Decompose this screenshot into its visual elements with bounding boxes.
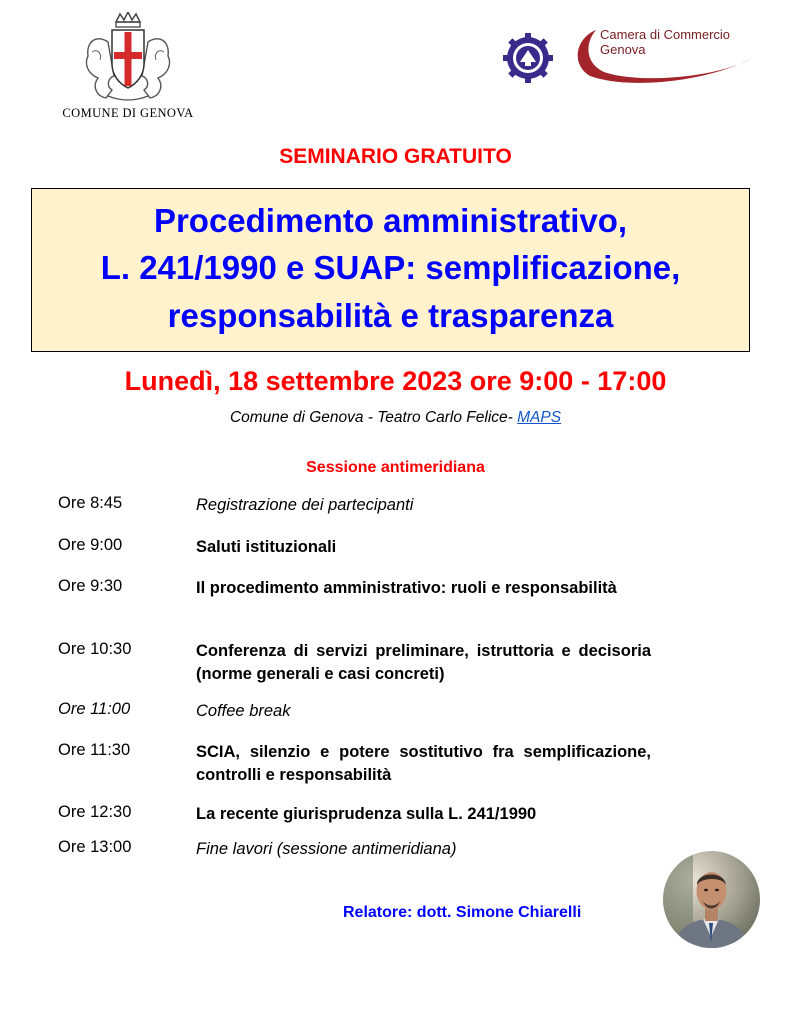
- agenda-desc: Registrazione dei partecipanti: [196, 496, 414, 514]
- comune-di-genova-logo: [50, 12, 206, 124]
- agenda-time: Ore 10:30: [58, 640, 132, 658]
- genova-crest-icon: [78, 12, 178, 104]
- agenda-desc: Conferenza di servizi preliminare, istruttoria e decisoria (norme generali e casi concreti): [196, 642, 651, 683]
- camera-di-commercio-logo: [568, 24, 758, 94]
- agenda-desc: SCIA, silenzio e potere sostitutivo fra semplificazione, controlli e responsabilità: [196, 743, 651, 784]
- event-date: Lunedì, 18 settembre 2023 ore 9:00 - 17:00: [124, 366, 667, 396]
- agenda-time: Ore 13:00: [58, 838, 132, 856]
- camera-di-commercio-line1: Camera di Commercio: [600, 27, 731, 42]
- speaker-portrait-icon: [663, 851, 760, 948]
- maps-link[interactable]: MAPS: [517, 409, 562, 426]
- venue-text: Comune di Genova - Teatro Carlo Felice-: [229, 409, 518, 426]
- agenda-desc: Saluti istituzionali: [196, 538, 337, 556]
- agenda-time: Ore 9:00: [58, 536, 123, 554]
- gear-seal-icon: [502, 32, 554, 84]
- title-box: [31, 188, 750, 352]
- agenda-desc: Il procedimento amministrativo: ruoli e responsabilità: [196, 579, 617, 597]
- agenda-desc: Fine lavori (sessione antimeridiana): [196, 840, 457, 858]
- title-line-2: L. 241/1990 e SUAP: semplificazione,: [100, 249, 681, 286]
- title-line-1: Procedimento amministrativo,: [153, 202, 628, 239]
- venue-line: [0, 409, 791, 427]
- camera-di-commercio-line2: Genova: [600, 42, 646, 57]
- title-line-3: responsabilità e trasparenza: [167, 297, 614, 334]
- agenda-time: Ore 9:30: [58, 577, 123, 595]
- speaker-line: Relatore: dott. Simone Chiarelli: [343, 904, 582, 921]
- agenda-time: Ore 8:45: [58, 494, 123, 512]
- agenda-time: Ore 11:30: [58, 741, 131, 759]
- agenda-time: Ore 12:30: [58, 803, 132, 821]
- agenda-desc: La recente giurisprudenza sulla L. 241/1990: [196, 805, 537, 823]
- comune-di-genova-caption: COMUNE DI GENOVA: [62, 106, 194, 120]
- seminario-heading: SEMINARIO GRATUITO: [279, 145, 512, 168]
- agenda-time: Ore 11:00: [58, 700, 131, 718]
- agenda-desc: Coffee break: [196, 702, 291, 720]
- session-title: Sessione antimeridiana: [306, 459, 485, 476]
- gear-seal-logo: [502, 32, 554, 84]
- speaker-photo: [663, 851, 760, 948]
